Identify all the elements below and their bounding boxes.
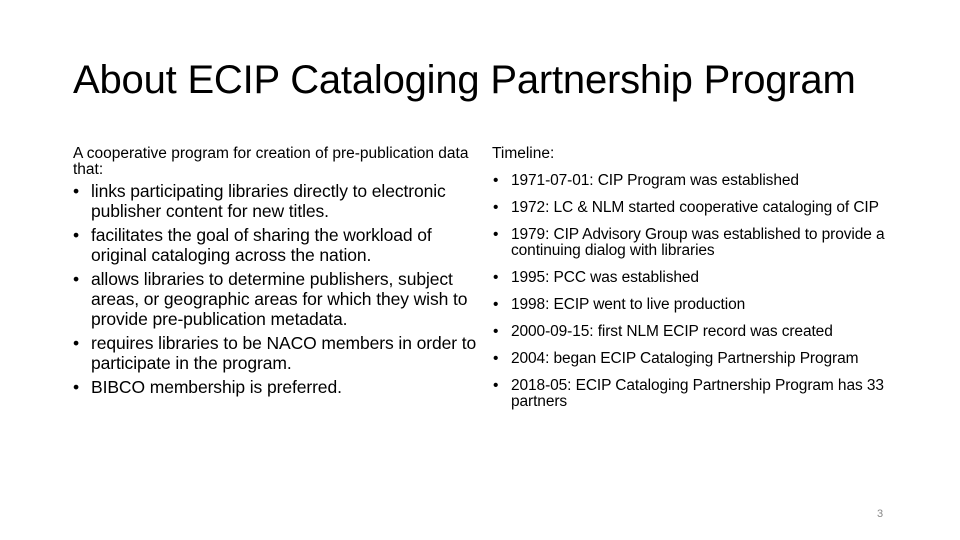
timeline-item [492,324,902,340]
timeline-item [492,378,902,410]
list-item [73,333,483,373]
list-item-text: requires libraries to be NACO members in order to participate in the program. [91,333,477,373]
timeline-item [492,173,902,189]
timeline-item [492,351,902,367]
timeline-item [492,297,902,313]
timeline-item-text: 1998: ECIP went to live production [511,296,746,313]
timeline-item [492,200,902,216]
slide-title: About ECIP Cataloging Partnership Program [73,58,856,102]
bullet-icon: • [493,296,499,313]
timeline-item-text: 1971-07-01: CIP Program was established [511,172,799,189]
timeline-item-text: 1995: PCC was established [511,269,699,286]
list-item [73,225,483,265]
left-bullet-list [73,181,483,397]
bullet-icon: • [493,323,499,340]
bullet-icon: • [73,377,80,397]
timeline-list [492,173,902,410]
list-item-text: links participating libraries directly to electronic publisher content for new titles. [91,181,446,221]
list-item [73,269,483,329]
list-item [73,181,483,221]
timeline-item-text: 2000-09-15: first NLM ECIP record was created [511,323,833,340]
bullet-icon: • [493,226,499,243]
list-item-text: allows libraries to determine publishers, subject areas, or geographic areas for which they wish to provide pre-publication metadata. [91,269,468,329]
timeline-heading: Timeline: [492,145,555,162]
bullet-icon: • [493,269,499,286]
bullet-icon: • [493,350,499,367]
bullet-icon: • [73,225,80,245]
timeline-item-text: 1979: CIP Advisory Group was established to provide a continuing dialog with libraries [511,226,885,259]
timeline-item-text: 2004: began ECIP Cataloging Partnership Program [511,350,859,367]
bullet-icon: • [73,269,80,289]
page-number: 3 [876,508,884,520]
list-item [73,377,483,397]
bullet-icon: • [493,172,499,189]
timeline-item-text: 1972: LC & NLM started cooperative cataloging of CIP [511,199,879,216]
bullet-icon: • [73,181,80,201]
list-item-text: BIBCO membership is preferred. [91,377,342,397]
left-intro: A cooperative program for creation of pre-publication data that: [73,145,469,178]
timeline-item [492,270,902,286]
timeline-item-text: 2018-05: ECIP Cataloging Partnership Program has 33 partners [511,377,884,410]
left-column [73,145,483,401]
timeline-item [492,227,902,259]
right-column [492,145,902,421]
list-item-text: facilitates the goal of sharing the workload of original cataloging across the nation. [91,225,432,265]
bullet-icon: • [73,333,80,353]
bullet-icon: • [493,377,499,394]
bullet-icon: • [493,199,499,216]
